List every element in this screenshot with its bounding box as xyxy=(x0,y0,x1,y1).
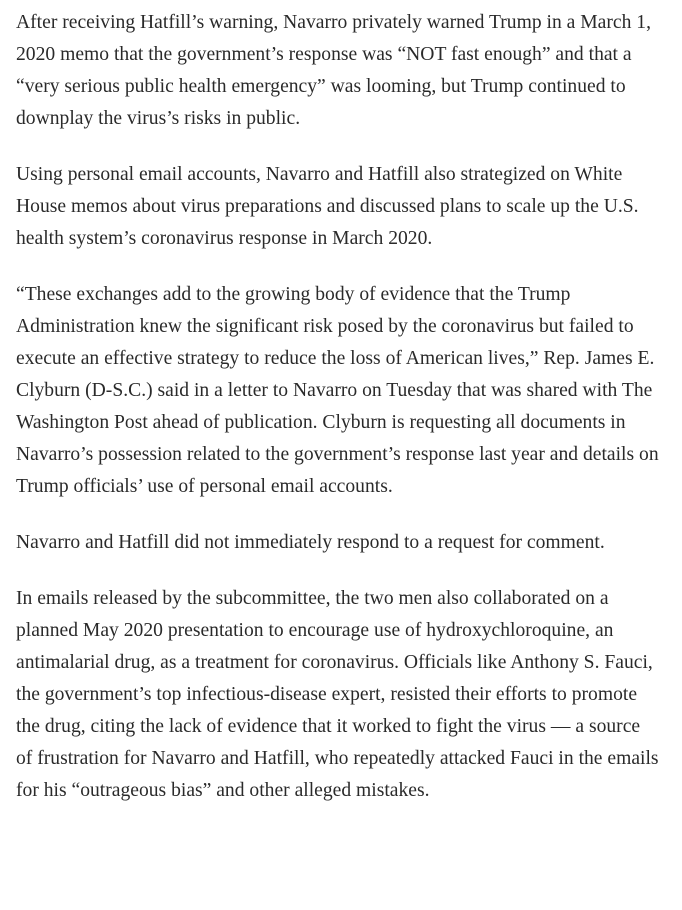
paragraph-4: Navarro and Hatfill did not immediately respond to a request for comment. xyxy=(16,532,605,553)
paragraph-3: “These exchanges add to the growing body of evidence that the Trump Administration knew the significant risk posed by the coronavirus but failed to execute an effective strategy to reduce the loss of American lives,” Rep. James E. Clyburn (D-S.C.) said in a letter to Navarro on Tuesday that was shared with The Washington Post ahead of publication. Clyburn is requesting all documents in Navarro’s possession related to the government’s response last year and details on Trump officials’ use of personal email accounts. xyxy=(16,284,659,497)
paragraph-1: After receiving Hatfill’s warning, Navarro privately warned Trump in a March 1, 2020 memo that the government’s response was “NOT fast enough” and that a “very serious public health emergency” was looming, but Trump continued to downplay the virus’s risks in public. xyxy=(16,12,651,129)
paragraph-2: Using personal email accounts, Navarro and Hatfill also strategized on White House memos about virus preparations and discussed plans to scale up the U.S. health system’s coronavirus response in March 2020. xyxy=(16,164,639,249)
paragraph-5: In emails released by the subcommittee, the two men also collaborated on a planned May 2020 presentation to encourage use of hydroxychloroquine, an antimalarial drug, as a treatment for coronavirus. Officials like Anthony S. Fauci, the government’s top infectious-disease expert, resisted their efforts to promote the drug, citing the lack of evidence that it worked to fight the virus — a source of frustration for Navarro and Hatfill, who repeatedly attacked Fauci in the emails for his “outrageous bias” and other alleged mistakes. xyxy=(16,588,659,801)
